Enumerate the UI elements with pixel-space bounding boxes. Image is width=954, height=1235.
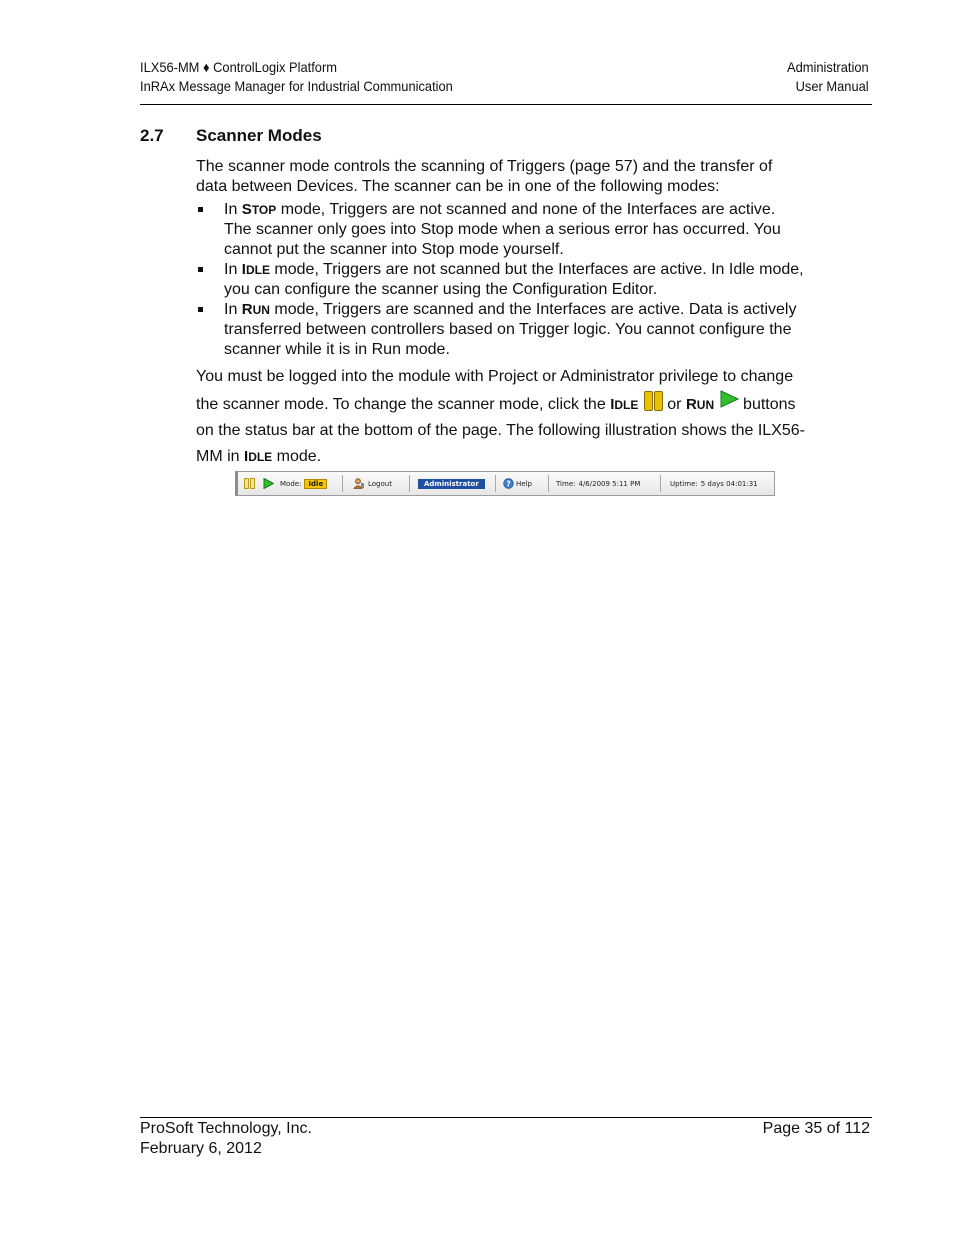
svg-text:?: ? xyxy=(506,479,511,489)
header-rule xyxy=(140,104,872,105)
footer-rule xyxy=(140,1117,872,1118)
section-number: 2.7 xyxy=(140,126,164,145)
footer-left xyxy=(140,1119,312,1159)
separator xyxy=(342,475,343,492)
list-item-run: In RUN mode, Triggers are scanned and the Interfaces are active. Data is actively transferred between controllers based on Trigger logic. You cannot configure the scanner while it is in Run mode. xyxy=(196,300,806,360)
idle-button[interactable] xyxy=(244,472,256,495)
run-label: RUN xyxy=(685,396,715,413)
mode-name-run: RUN xyxy=(241,301,270,318)
play-icon xyxy=(719,390,739,410)
footer-date: February 6, 2012 xyxy=(140,1140,262,1157)
bullet-icon xyxy=(198,207,203,212)
section-body xyxy=(196,157,806,470)
status-bar xyxy=(235,471,775,496)
mode-list xyxy=(196,200,806,360)
separator xyxy=(409,475,410,492)
header-manual: User Manual xyxy=(795,78,869,94)
section-heading xyxy=(140,126,322,146)
page-number: Page 35 of 112 xyxy=(762,1120,870,1137)
intro-paragraph: The scanner mode controls the scanning of Triggers (page 57) and the transfer of data between Devices. The scanner can be in one of the following modes: xyxy=(196,158,773,195)
footer-company: ProSoft Technology, Inc. xyxy=(140,1120,312,1137)
logout-label: Logout xyxy=(368,479,392,488)
section-title: Scanner Modes xyxy=(196,126,322,145)
uptime-value: 5 days 04:01:31 xyxy=(700,479,758,488)
header-chapter: Administration xyxy=(787,59,869,75)
run-button[interactable] xyxy=(263,472,274,495)
mode-value-badge: Idle xyxy=(304,479,327,489)
logout-button[interactable] xyxy=(353,472,392,495)
time-display xyxy=(556,472,640,495)
uptime-display xyxy=(670,472,758,495)
bullet-icon xyxy=(198,307,203,312)
help-button[interactable] xyxy=(503,472,532,495)
header-left xyxy=(140,58,453,96)
bullet-icon xyxy=(198,267,203,272)
play-icon xyxy=(263,478,274,489)
time-label: Time: xyxy=(556,479,576,488)
mode-label: Mode: xyxy=(280,479,302,488)
privilege-paragraph: You must be logged into the module with Project or Administrator privilege to change the scanner mode. To change the scanner mode, click the IDLE or RUN buttons on the status bar at the bottom of the page. The following illustration shows the ILX56-MM in IDLE mode. xyxy=(196,368,805,465)
help-icon xyxy=(503,478,514,489)
idle-label: IDLE xyxy=(244,448,273,465)
separator xyxy=(660,475,661,492)
mode-indicator xyxy=(280,472,327,495)
uptime-label: Uptime: xyxy=(670,479,698,488)
mode-name-idle: IDLE xyxy=(241,261,270,278)
pause-icon xyxy=(643,391,663,411)
header-right xyxy=(787,58,869,96)
user-logout-icon xyxy=(353,478,365,489)
help-label: Help xyxy=(516,479,532,488)
user-role xyxy=(418,472,485,495)
time-value: 4/6/2009 5:11 PM xyxy=(578,479,641,488)
administrator-badge: Administrator xyxy=(418,479,485,489)
pause-icon xyxy=(244,478,256,489)
list-item-idle: In IDLE mode, Triggers are not scanned but the Interfaces are active. In Idle mode, you can configure the scanner using the Configuration Editor. xyxy=(196,260,806,300)
separator xyxy=(495,475,496,492)
header-subtitle: InRAx Message Manager for Industrial Communication xyxy=(140,78,453,94)
idle-label: IDLE xyxy=(610,396,639,413)
separator xyxy=(548,475,549,492)
mode-name-stop: STOP xyxy=(241,201,277,218)
list-item-stop: In STOP mode, Triggers are not scanned and none of the Interfaces are active. The scanner only goes into Stop mode when a serious error has occurred. You cannot put the scanner into Stop mode yourself. xyxy=(196,200,806,260)
header-product: ILX56-MM ♦ ControlLogix Platform xyxy=(140,59,337,75)
